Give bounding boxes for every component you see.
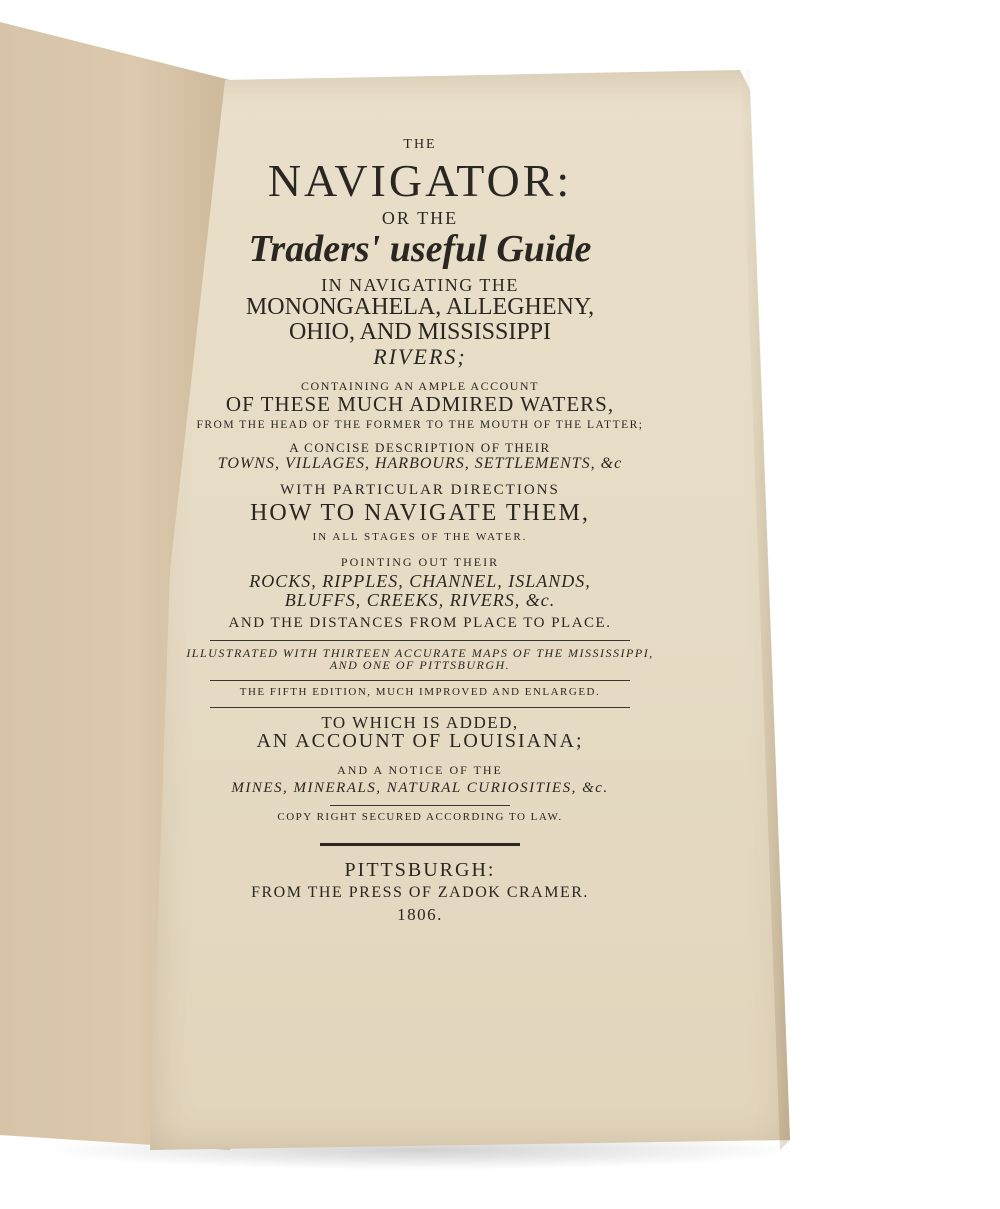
divider-rule	[330, 805, 510, 806]
mines-line: MINES, MINERALS, NATURAL CURIOSITIES, &c.	[231, 780, 609, 797]
pointing-out-line: POINTING OUT THEIR	[340, 554, 500, 569]
stages-line: IN ALL STAGES OF THE WATER.	[312, 531, 528, 544]
place-line: PITTSBURGH:	[344, 859, 496, 882]
or-the-line: OR THE	[381, 207, 459, 228]
rocks-line: ROCKS, RIPPLES, CHANNEL, ISLANDS,	[249, 571, 591, 592]
containing-line: CONTAINING AN AMPLE ACCOUNT	[301, 379, 539, 394]
thick-divider-rule	[320, 843, 520, 846]
towns-line: TOWNS, VILLAGES, HARBOURS, SETTLEMENTS, &c	[217, 455, 623, 473]
from-head-line: FROM THE HEAD OF THE FORMER TO THE MOUTH OF THE LATTER;	[196, 418, 644, 431]
year-line: 1806.	[397, 905, 443, 925]
title-page-text	[170, 130, 670, 924]
illustrated-line: ILLUSTRATED WITH THIRTEEN ACCURATE MAPS OF THE MISSISSIPPI, AND ONE OF PITTSBURGH.	[186, 645, 654, 673]
in-navigating-line: IN NAVIGATING THE	[321, 274, 519, 295]
admired-waters-line: OF THESE MUCH ADMIRED WATERS,	[225, 391, 615, 416]
distances-line: AND THE DISTANCES FROM PLACE TO PLACE.	[228, 615, 612, 632]
notice-line: AND A NOTICE OF THE	[337, 763, 503, 778]
divider-rule	[210, 707, 630, 708]
rivers-line-1: MONONGAHELA, ALLEGHENY,	[245, 293, 595, 320]
divider-rule	[210, 680, 630, 681]
main-title: NAVIGATOR:	[267, 154, 573, 206]
copyright-line: COPY RIGHT SECURED ACCORDING TO LAW.	[277, 810, 563, 823]
press-line: FROM THE PRESS OF ZADOK CRAMER.	[251, 884, 589, 902]
louisiana-line: AN ACCOUNT OF LOUISIANA;	[256, 730, 584, 753]
to-which-line: TO WHICH IS ADDED,	[321, 712, 519, 732]
the-line: THE	[403, 137, 437, 152]
fifth-edition-line: THE FIFTH EDITION, MUCH IMPROVED AND ENLARGED.	[239, 686, 601, 699]
with-directions-line: WITH PARTICULAR DIRECTIONS	[280, 482, 560, 499]
rivers-line-2: OHIO, AND MISSISSIPPI	[288, 318, 552, 345]
divider-rule	[210, 640, 630, 641]
how-to-navigate-line: HOW TO NAVIGATE THEM,	[250, 500, 590, 527]
bluffs-line: BLUFFS, CREEKS, RIVERS, &c.	[284, 590, 556, 611]
rivers-line-3: RIVERS;	[373, 344, 467, 370]
concise-description-line: A CONCISE DESCRIPTION OF THEIR	[289, 439, 551, 455]
blackletter-subtitle: Traders' useful Guide	[248, 227, 592, 270]
